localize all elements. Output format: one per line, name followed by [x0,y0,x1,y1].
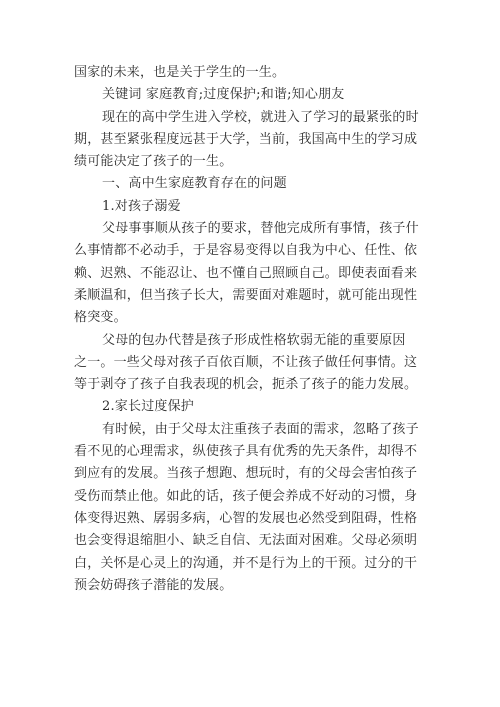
text-line: 么事情都不必动手，于是容易变得以自我为中心、任性、依 [74,243,418,259]
text-line: 有时候，由于父母太注重孩子表面的需求，忽略了孩子 [102,421,419,437]
text-line: 受伤而禁止他。如此的话，孩子便会养成不好动的习惯，身 [74,488,418,504]
text-line: 预会妨碍孩子潜能的发展。 [74,577,233,593]
subsection-heading: 2.家长过度保护 [102,399,195,415]
text-line: 体变得迟熟、孱弱多病，心智的发展也必然受到阻碍，性格 [74,510,418,526]
text-line: 等于剥夺了孩子自我表现的机会，扼杀了孩子的能力发展。 [74,377,418,393]
text-line: 到应有的发展。当孩子想跑、想玩时，有的父母会害怕孩子 [74,466,418,482]
text-line: 现在的高中学生进入学校，就进入了学习的最紧张的时 [102,109,419,125]
subsection-heading: 1.对孩子溺爱 [102,198,181,214]
text-line: 国家的未来，也是关于学生的一生。 [74,65,286,80]
keywords-line: 关键词 家庭教育;过度保护;和谐;知心朋友 [102,87,345,103]
text-line: 期，甚至紧张程度远甚于大学，当前，我国高中生的学习成 [74,131,418,147]
text-line: 格突变。 [74,310,127,326]
text-line: 柔顺温和，但当孩子长大，需要面对难题时，就可能出现性 [74,287,418,303]
text-line: 看不见的心理需求，纵使孩子具有优秀的先天条件，却得不 [74,444,418,460]
text-line: 父母的包办代替是孩子形成性格软弱无能的重要原因 [102,332,406,348]
text-line: 父母事事顺从孩子的要求，替他完成所有事情，孩子什 [102,221,419,237]
section-heading: 一、高中生家庭教育存在的问题 [102,176,287,192]
text-line: 赖、迟熟、不能忍让、也不懂自己照顾自己。即使表面看来 [74,265,418,281]
text-line: 也会变得退缩胆小、缺乏自信、无法面对困难。父母必须明 [74,533,418,549]
document-body [74,62,430,597]
text-line: 之一。一些父母对孩子百依百顺，不让孩子做任何事情。这 [74,354,418,370]
text-line: 白，关怀是心灵上的沟通，并不是行为上的干预。过分的干 [74,555,418,571]
text-line: 绩可能决定了孩子的一生。 [74,154,233,170]
